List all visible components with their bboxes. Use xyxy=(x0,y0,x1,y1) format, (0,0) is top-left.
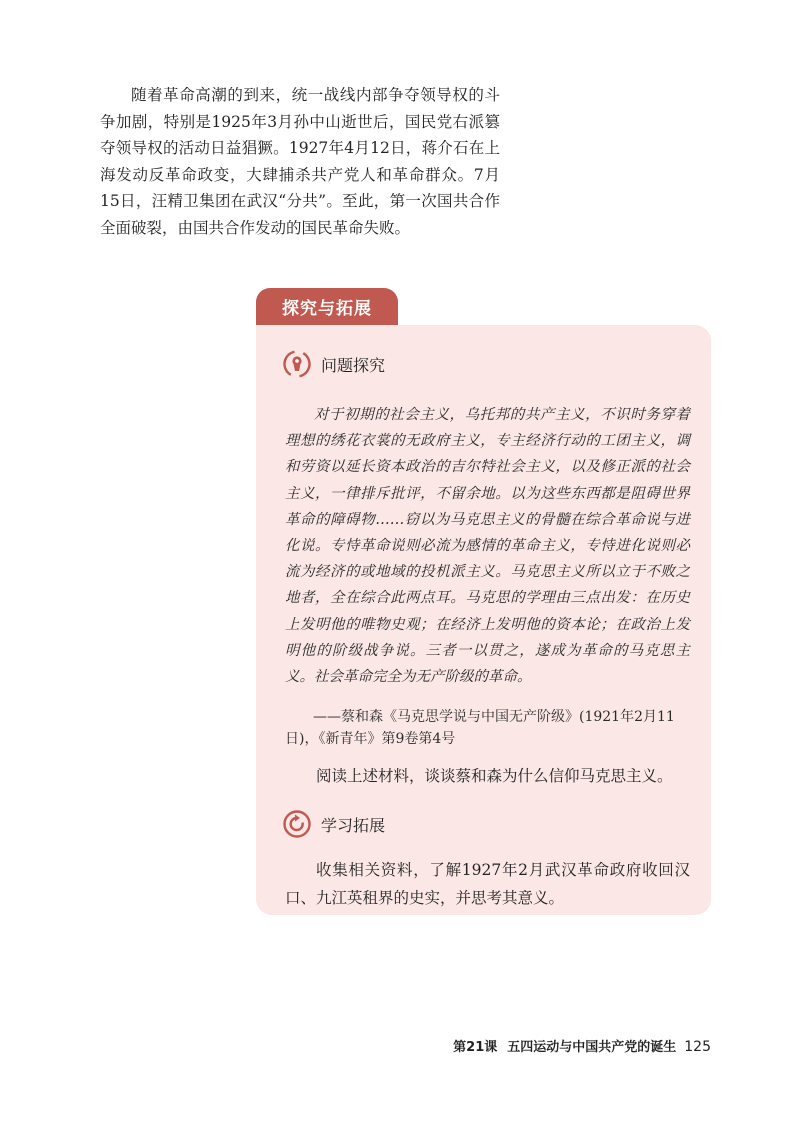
extension-text: 收集相关资料，了解1927年2月武汉革命政府收回汉口、九江英租界的史实，并思考其意义。 xyxy=(285,861,690,907)
explore-section-header xyxy=(256,288,398,325)
quote-source: ——蔡和森《马克思学说与中国无产阶级》(1921年2月11日)，《新青年》第9卷第4号 xyxy=(285,709,675,747)
inquiry-title: 问题探究 xyxy=(321,355,386,375)
refresh-icon xyxy=(283,810,311,838)
inquiry-question: 阅读上述材料，谈谈蔡和森为什么信仰马克思主义。 xyxy=(316,767,673,785)
inquiry-quote: 对于初期的社会主义，乌托邦的共产主义，不识时务穿着理想的绣花衣裳的无政府主义，专主经济行动的工团主义，调和劳资以延长资本政治的吉尔特社会主义，以及修正派的社会主义，一律排斥批评，不留余地。以为这些东西都是阻碍世界革命的障碍物……窃以为马克思主义的骨髓在综合革命说与进化说。专恃革命说则必流为感情的革命主义，专恃进化说则必流为经济的或地域的投机派主义。马克思主义所以立于不败之地者，全在综合此两点耳。马克思的学理由三点出发：在历史上发明他的唯物史观；在经济上发明他的资本论；在政治上发明他的阶级战争说。三者一以贯之，遂成为革命的马克思主义。社会革命完全为无产阶级的革命。 xyxy=(285,407,690,686)
inquiry-heading xyxy=(283,350,385,378)
page-footer xyxy=(453,1036,711,1055)
page-number: 125 xyxy=(684,1039,711,1055)
explore-section-title: 探究与拓展 xyxy=(282,299,372,319)
extension-heading xyxy=(283,810,385,838)
footer-lesson: 第21课 xyxy=(453,1040,498,1055)
footer-lesson-title: 五四运动与中国共产党的诞生 xyxy=(507,1040,677,1055)
question-bulb-icon xyxy=(283,350,311,378)
extension-title: 学习拓展 xyxy=(321,815,386,835)
intro-paragraph: 随着革命高潮的到来，统一战线内部争夺领导权的斗争加剧，特别是1925年3月孙中山逝世后，国民党右派篡夺领导权的活动日益猖獗。1927年4月12日，蒋介石在上海发动反革命政变，大肆捕杀共产党人和革命群众。7月15日，汪精卫集团在武汉“分共”。至此，第一次国共合作全面破裂，由国共合作发动的国民革命失败。 xyxy=(100,86,500,237)
